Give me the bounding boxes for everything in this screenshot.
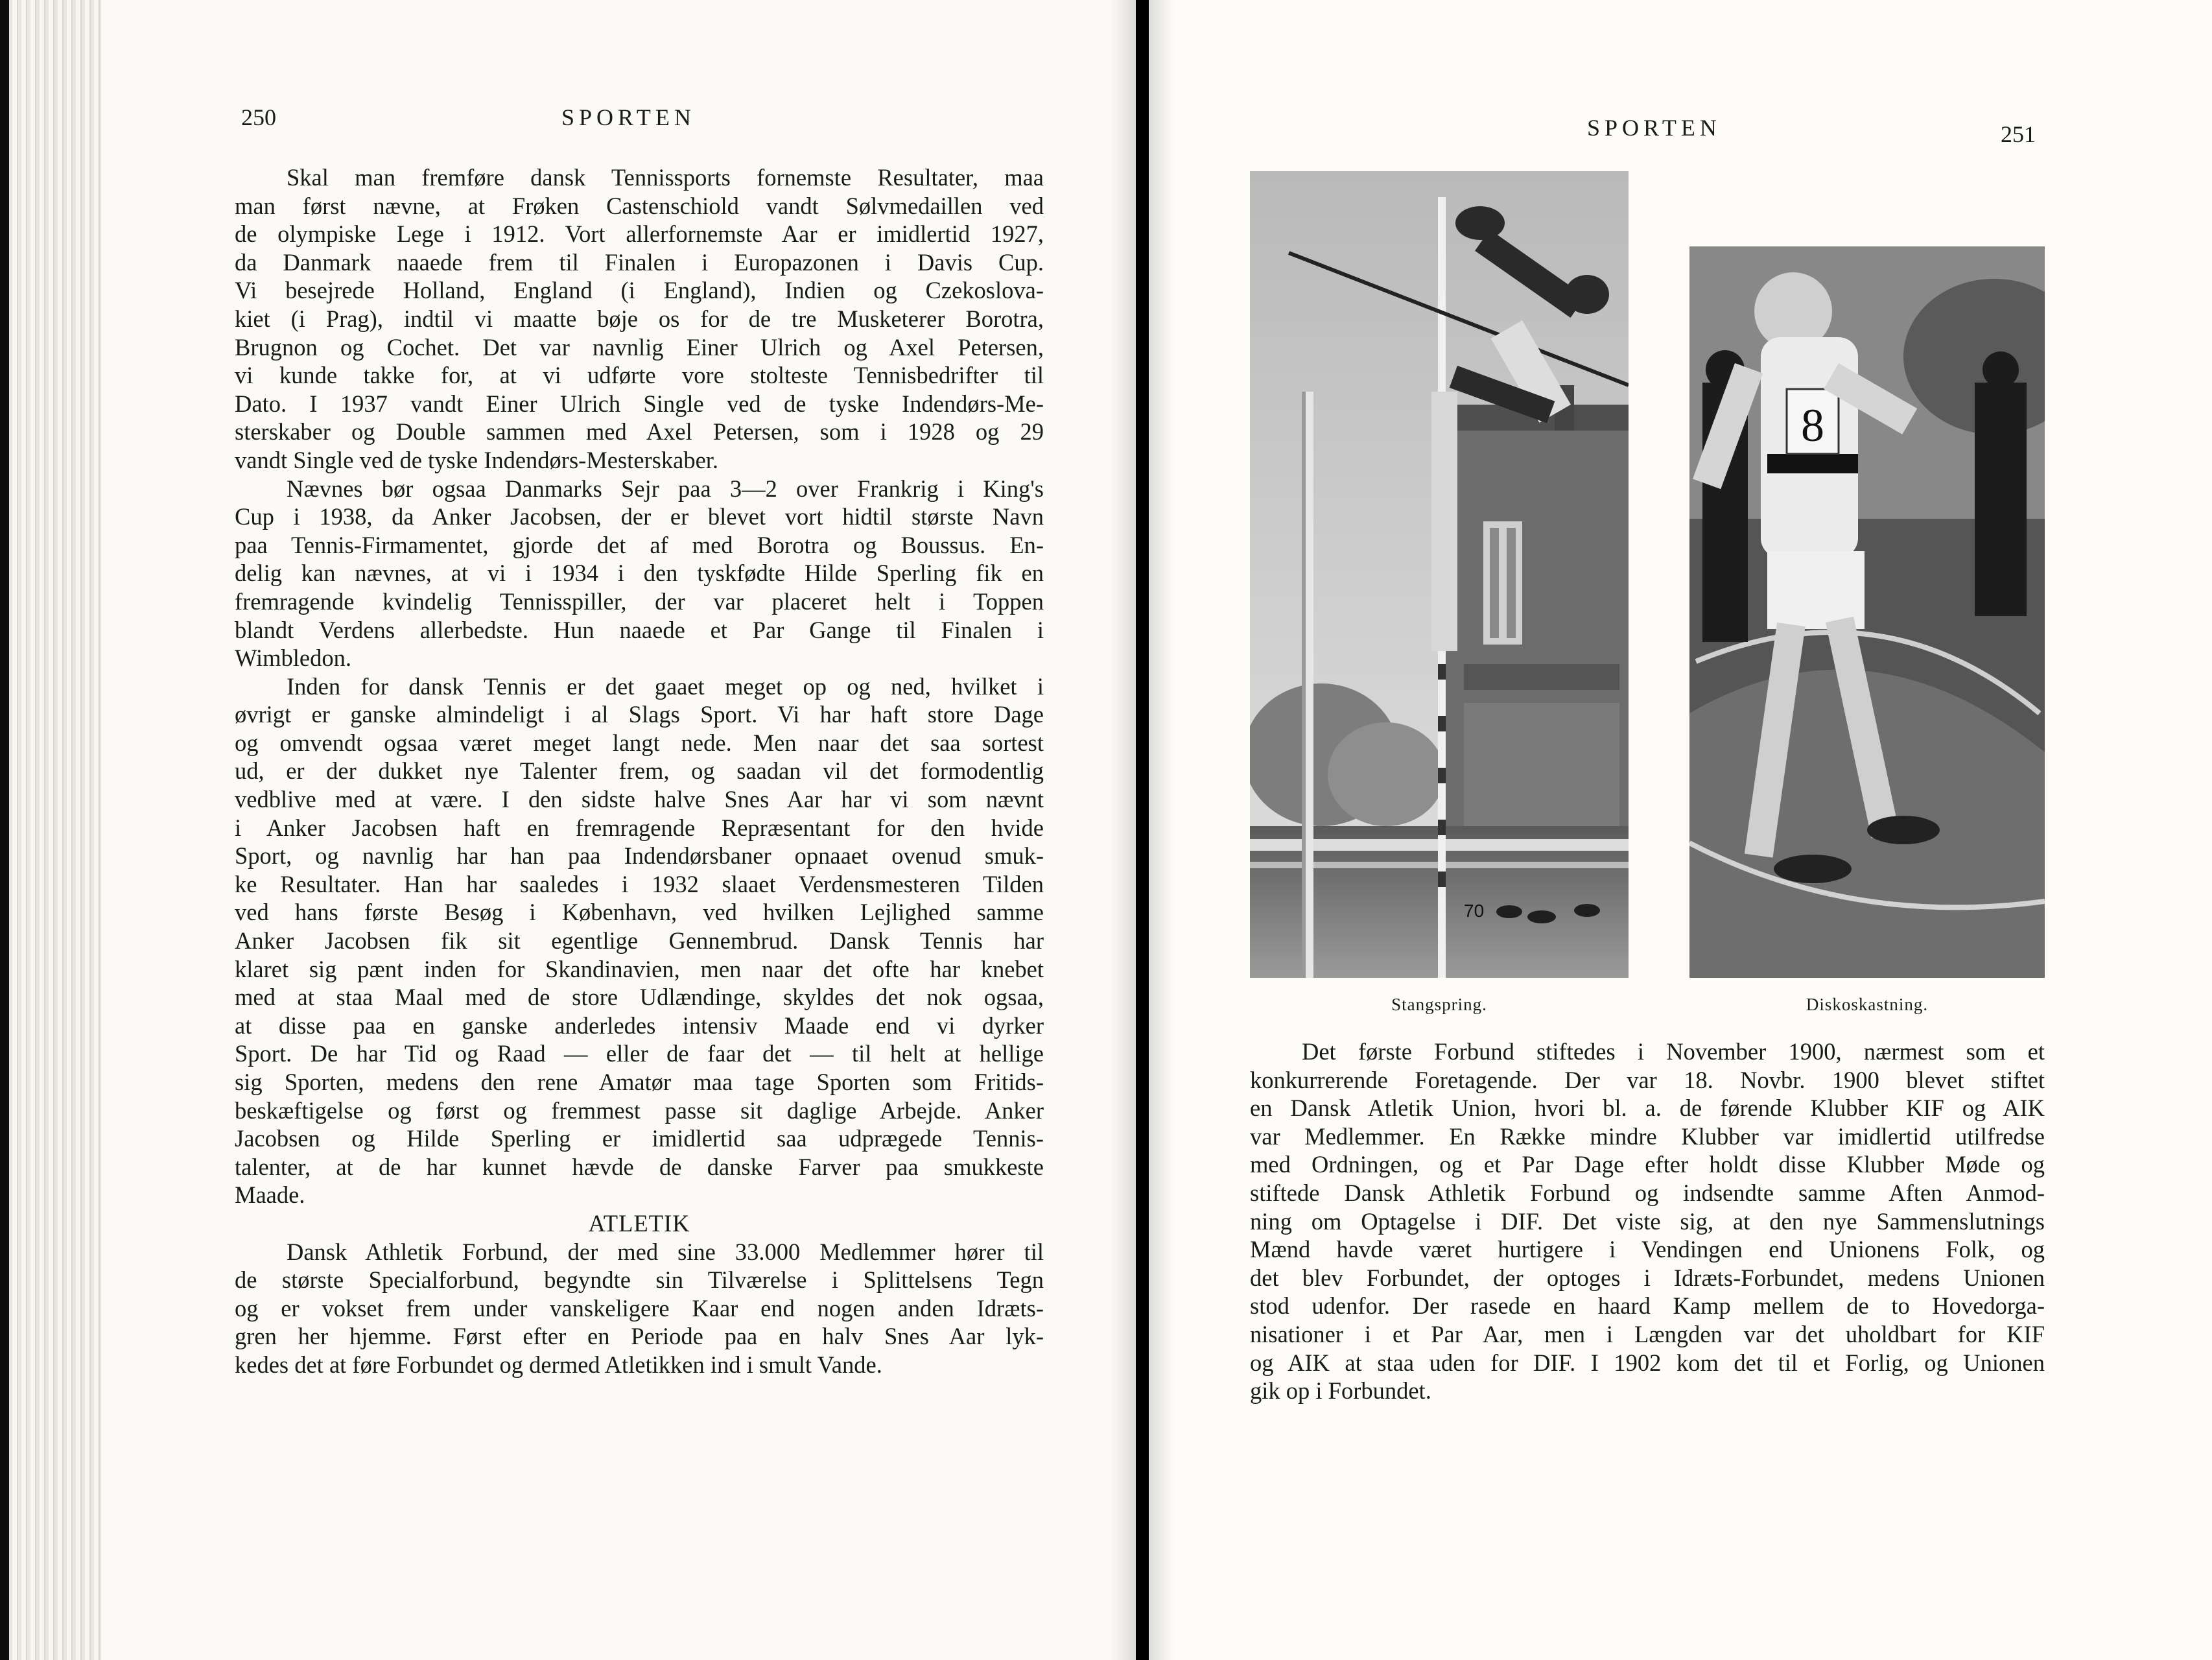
text-line: Sport, og navnlig har han paa Indendørsbaner opnaaet ovenud smuk- [235,842,1044,870]
text-line: Nævnes bør ogsaa Danmarks Sejr paa 3—2 over Frankrig i King's [287,475,1044,502]
text-line: beskæftigelse og først og fremmest passe sit daglige Arbejde. Anker [235,1097,1044,1124]
section-heading: ATLETIK [588,1209,690,1237]
text-line: øvrigt er ganske almindeligt i al Slags Sport. Vi har haft store Dage [235,701,1044,728]
discus-photo [1689,246,2045,978]
running-head-left: SPORTEN [561,104,696,130]
text-line: ke Resultater. Han har saaledes i 1932 slaaet Verdensmesteren Tilden [235,870,1044,897]
text-line: at disse paa en ganske anderledes intensiv Maade end vi dyrker [235,1012,1044,1039]
text-line: Cup i 1938, da Anker Jacobsen, der er blevet vort hidtil største Navn [235,503,1044,530]
text-line: vi kunde takke for, at vi udførte vore stolteste Tennisbedrifter til [235,362,1044,389]
text-line: kiet (i Prag), indtil vi maatte bøje os for de tre Musketerer Borotra, [235,305,1044,332]
left-body-text [235,163,1044,1379]
paragraph [1250,1038,2045,1405]
text-line: Maade. [235,1181,305,1209]
text-line: ved hans første Besøg i København, ved hvilken Lejlighed samme [235,899,1044,926]
page-number-right: 251 [2001,121,2036,147]
text-line: paa Tennis-Firmamentet, gjorde det af med Borotra og Boussus. En- [235,531,1044,558]
text-line: Mænd havde været hurtigere i Vendingen end Unionens Folk, og [1250,1236,2045,1263]
text-line: Inden for dansk Tennis er det gaaet meget op og ned, hvilket i [287,672,1044,700]
text-line: kedes det at føre Forbundet og dermed Atletikken ind i smult Vande. [235,1351,882,1378]
text-line: og AIK at staa uden for DIF. I 1902 kom det til et Forlig, og Unionen [1250,1349,2045,1376]
text-line: Sport. De har Tid og Raad — eller de faar det — til helt at hellige [235,1040,1044,1067]
text-line: Vi besejrede Holland, England (i England), Indien og Czekoslova- [235,277,1044,304]
text-line: Det første Forbund stiftedes i November 1900, nærmest som et [1302,1038,2045,1065]
text-line: en Dansk Atletik Union, hvori bl. a. de førende Klubber KIF og AIK [1250,1095,2045,1122]
text-line: Anker Jacobsen fik sit egentlige Gennembrud. Dansk Tennis har [235,927,1044,954]
text-line: ning om Optagelse i DIF. Det viste sig, at den nye Sammenslutnings [1250,1207,2045,1235]
text-line: talenter, at de har kunnet hævde de danske Farver paa smukkeste [235,1153,1044,1180]
text-line: var Medlemmer. En Række mindre Klubber var imidlertid utilfredse [1250,1122,2045,1150]
text-line: nisationer i et Par Aar, men i Længden var det uholdbart for KIF [1250,1320,2045,1347]
text-line: Skal man fremføre dansk Tennissports fornemste Resultater, maa [287,164,1044,191]
right-body-text [1250,1038,2045,1405]
text-line: de største Specialforbund, begyndte sin Tilværelse i Splittelsens Tegn [235,1266,1044,1294]
discus-image [1689,246,2045,978]
text-line: og er vokset frem under vanskeligere Kaar end nogen anden Idræts- [235,1294,1044,1322]
text-line: Wimbledon. [235,645,351,672]
book-page-edges [0,0,101,1660]
text-line: med Ordningen, og et Par Dage efter holdt disse Klubber Møde og [1250,1151,2045,1178]
text-line: gren her hjemme. Først efter en Periode paa en halv Snes Aar lyk- [235,1323,1044,1350]
text-line: blandt Verdens allerbedste. Hun naaede et Par Gange til Finalen i [235,616,1044,643]
text-line: Dansk Athletik Forbund, der med sine 33.000 Medlemmer hører til [287,1238,1044,1265]
text-line: sterskaber og Double sammen med Axel Petersen, som i 1928 og 29 [235,418,1044,445]
pole-vault-image [1250,171,1629,978]
text-line: stiftede Dansk Athletik Forbund og indsendte samme Aften Anmod- [1250,1179,2045,1206]
text-line: man først nævne, at Frøken Castenschiold vandt Sølvmedaillen ved [235,192,1044,219]
section-paragraph [235,1238,1044,1379]
gutter-shadow [1149,0,1175,1660]
text-line: Jacobsen og Hilde Sperling er imidlertid saa udprægede Tennis- [235,1125,1044,1152]
page-number-left: 250 [241,104,276,130]
paragraph [235,475,1044,672]
text-line: delig kan nævnes, at vi i 1934 i den tyskfødte Hilde Sperling fik en [235,560,1044,587]
text-line: det blev Forbundet, der optoges i Idræts-Forbundet, medens Unionen [1250,1264,2045,1291]
right-page [1149,0,2212,1660]
text-line: i Anker Jacobsen haft en fremragende Repræsentant for den hvide [235,814,1044,841]
text-line: fremragende kvindelig Tennisspiller, der var placeret helt i Toppen [235,587,1044,615]
text-line: ud, er der dukket nye Talenter frem, og saadan vil det formodentlig [235,757,1044,785]
running-head-right: SPORTEN [1587,115,1721,141]
pole-vault-photo [1250,171,1629,978]
field-sign-text: 70 [1464,901,1485,921]
text-line: vedblive med at være. I den sidste halve Snes Aar har vi som nævnt [235,786,1044,813]
text-line: og omvendt ogsaa været meget langt nede. Men naar det saa sortest [235,729,1044,756]
text-line: sig Sporten, medens den rene Amatør maa tage Sporten som Fritids- [235,1069,1044,1095]
text-line: Dato. I 1937 vandt Einer Ulrich Single ved de tyske Indendørs-Me- [235,390,1044,417]
bib-number: 8 [1801,399,1824,451]
gutter-shadow [1110,0,1136,1660]
paragraph [235,163,1044,475]
pole-vault-caption: Stangspring. [1391,995,1487,1014]
discus-caption: Diskoskastning. [1806,995,1929,1014]
text-line: vandt Single ved de tyske Indendørs-Mesterskaber. [235,446,719,473]
text-line: gik op i Forbundet. [1250,1377,1431,1405]
text-line: klaret sig pænt inden for Skandinavien, men naar det ofte har knebet [235,955,1044,982]
paragraph [235,672,1044,1209]
text-line: de olympiske Lege i 1912. Vort allerfornemste Aar er imidlertid 1927, [235,220,1044,248]
text-line: stod udenfor. Der rasede en haard Kamp mellem de to Hovedorga- [1250,1292,2045,1320]
text-line: med at staa Maal med de store Udlændinge, skyldes det nok ogsaa, [235,984,1044,1011]
text-line: Brugnon og Cochet. Det var navnlig Einer Ulrich og Axel Petersen, [235,333,1044,361]
text-line: konkurrerende Foretagende. Der var 18. Novbr. 1900 blevet stiftet [1250,1066,2045,1093]
text-line: da Danmark naaede frem til Finalen i Europazonen i Davis Cup. [235,248,1044,276]
